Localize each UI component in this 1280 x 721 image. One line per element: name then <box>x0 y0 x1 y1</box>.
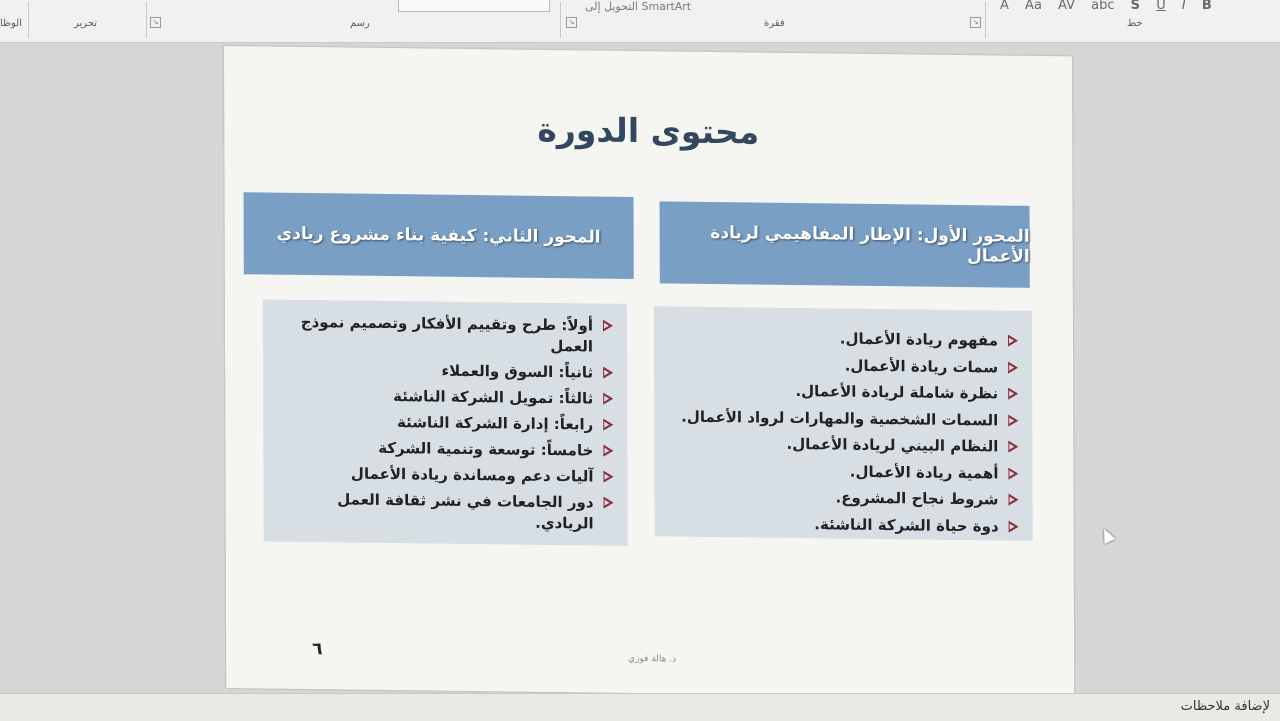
axis-one-content[interactable] <box>654 306 1033 541</box>
list-item-text: دوة حياة الشركة الناشئة. <box>814 514 999 535</box>
ribbon-group-label-editing-edge: الوظا <box>0 18 22 29</box>
arrow-bullet-icon <box>1009 494 1019 506</box>
arrow-bullet-icon <box>1008 335 1018 347</box>
list-item-text: ثالثاً: تمويل الشركة الناشئة <box>393 387 594 408</box>
list-item <box>274 489 616 535</box>
add-notes-placeholder[interactable]: لإضافة ملاحظات <box>1180 699 1270 714</box>
slide-number: ٦ <box>312 639 323 660</box>
drawing-dialog-launcher-icon[interactable]: ↘ <box>150 17 161 28</box>
slide[interactable] <box>224 46 1074 698</box>
list-item <box>664 379 1020 404</box>
list-item-text: شروط نجاح المشروع. <box>835 488 999 509</box>
axis-two-title: المحور الثاني: كيفية بناء مشروع ريادي <box>276 223 601 248</box>
font-color-button[interactable]: A <box>1000 0 1009 13</box>
list-item-text: دور الجامعات في نشر ثقافة العمل الريادي. <box>337 490 594 533</box>
list-item-text: مفهوم ريادة الأعمال. <box>839 329 999 350</box>
font-buttons <box>1000 0 1212 13</box>
list-item <box>665 485 1021 510</box>
shadow-button[interactable]: S <box>1130 0 1141 13</box>
arrow-bullet-icon <box>1008 388 1018 400</box>
slide-title[interactable]: محتوى الدورة <box>537 109 760 152</box>
list-item-text: سمات ريادة الأعمال. <box>844 356 999 376</box>
list-item <box>664 326 1020 351</box>
list-item-text: أولاً: طرح وتقييم الأفكار وتصميم نموذج العمل <box>300 312 594 356</box>
ribbon-separator <box>560 2 561 38</box>
list-item <box>664 406 1020 431</box>
ribbon-group-label-paragraph: فقرة <box>764 18 785 29</box>
list-item-text: النظام البيني لريادة الأعمال. <box>786 434 999 456</box>
ribbon-group-label-drawing: رسم <box>350 18 370 29</box>
italic-button[interactable]: I <box>1181 0 1186 13</box>
list-item-text: أهمية ريادة الأعمال. <box>849 462 999 482</box>
list-item-text: ثانياً: السوق والعملاء <box>441 361 594 382</box>
change-case-button[interactable]: Aa <box>1025 0 1042 13</box>
list-item-text: رابعاً: إدارة الشركة الناشئة <box>396 413 594 434</box>
axis-one-header[interactable] <box>660 201 1030 288</box>
convert-to-smartart-button[interactable]: التحويل إلى SmartArt <box>585 0 692 13</box>
list-item-text: آليات دعم ومساندة ريادة الأعمال <box>350 464 594 486</box>
ribbon-separator <box>985 2 986 38</box>
list-item <box>665 512 1021 537</box>
arrow-bullet-icon <box>1008 361 1018 373</box>
arrow-bullet-icon <box>603 445 613 457</box>
arrow-bullet-icon <box>603 393 613 405</box>
list-item-text: خامساً: توسعة وتنمية الشركة <box>378 438 594 460</box>
list-item <box>273 463 615 488</box>
list-item-text: السمات الشخصية والمهارات لرواد الأعمال. <box>681 407 999 429</box>
ribbon-group-label-editing: تحرير <box>74 18 98 29</box>
list-item <box>273 385 615 410</box>
paragraph-dialog-launcher-icon[interactable]: ↘ <box>566 17 577 28</box>
notes-pane[interactable] <box>0 693 1280 721</box>
arrow-bullet-icon <box>1008 441 1018 453</box>
arrow-bullet-icon <box>604 497 614 509</box>
arrow-bullet-icon <box>603 471 613 483</box>
underline-button[interactable]: U <box>1156 0 1166 13</box>
ribbon <box>0 0 1280 43</box>
bold-button[interactable]: B <box>1201 0 1212 13</box>
ribbon-group-label-font: خط <box>1127 18 1143 29</box>
list-item <box>664 432 1020 457</box>
arrow-bullet-icon <box>1008 414 1018 426</box>
arrow-bullet-icon <box>1008 467 1018 479</box>
character-spacing-button[interactable]: AV <box>1058 0 1076 13</box>
arrow-bullet-icon <box>603 320 613 332</box>
list-item-text: نظرة شاملة لريادة الأعمال. <box>795 381 999 403</box>
list-item <box>664 353 1020 378</box>
axis-two-content[interactable] <box>263 299 628 545</box>
list-item <box>273 411 615 436</box>
ribbon-separator <box>146 2 147 38</box>
shapes-gallery[interactable] <box>398 0 550 12</box>
axis-two-header[interactable] <box>244 192 634 279</box>
footer-author: د. هالة فوزي <box>628 653 677 665</box>
list-item <box>273 437 615 462</box>
axis-one-title: المحور الأول: الإطار المفاهيمي لريادة الأعمال <box>710 222 1030 267</box>
arrow-bullet-icon <box>1009 520 1019 532</box>
list-item <box>664 459 1020 484</box>
arrow-bullet-icon <box>603 419 613 431</box>
strikethrough-button[interactable]: abc <box>1091 0 1115 13</box>
arrow-bullet-icon <box>603 367 613 379</box>
list-item <box>273 312 615 358</box>
ribbon-separator <box>28 2 29 38</box>
list-item <box>273 359 615 384</box>
font-dialog-launcher-icon[interactable]: ↘ <box>970 17 981 28</box>
